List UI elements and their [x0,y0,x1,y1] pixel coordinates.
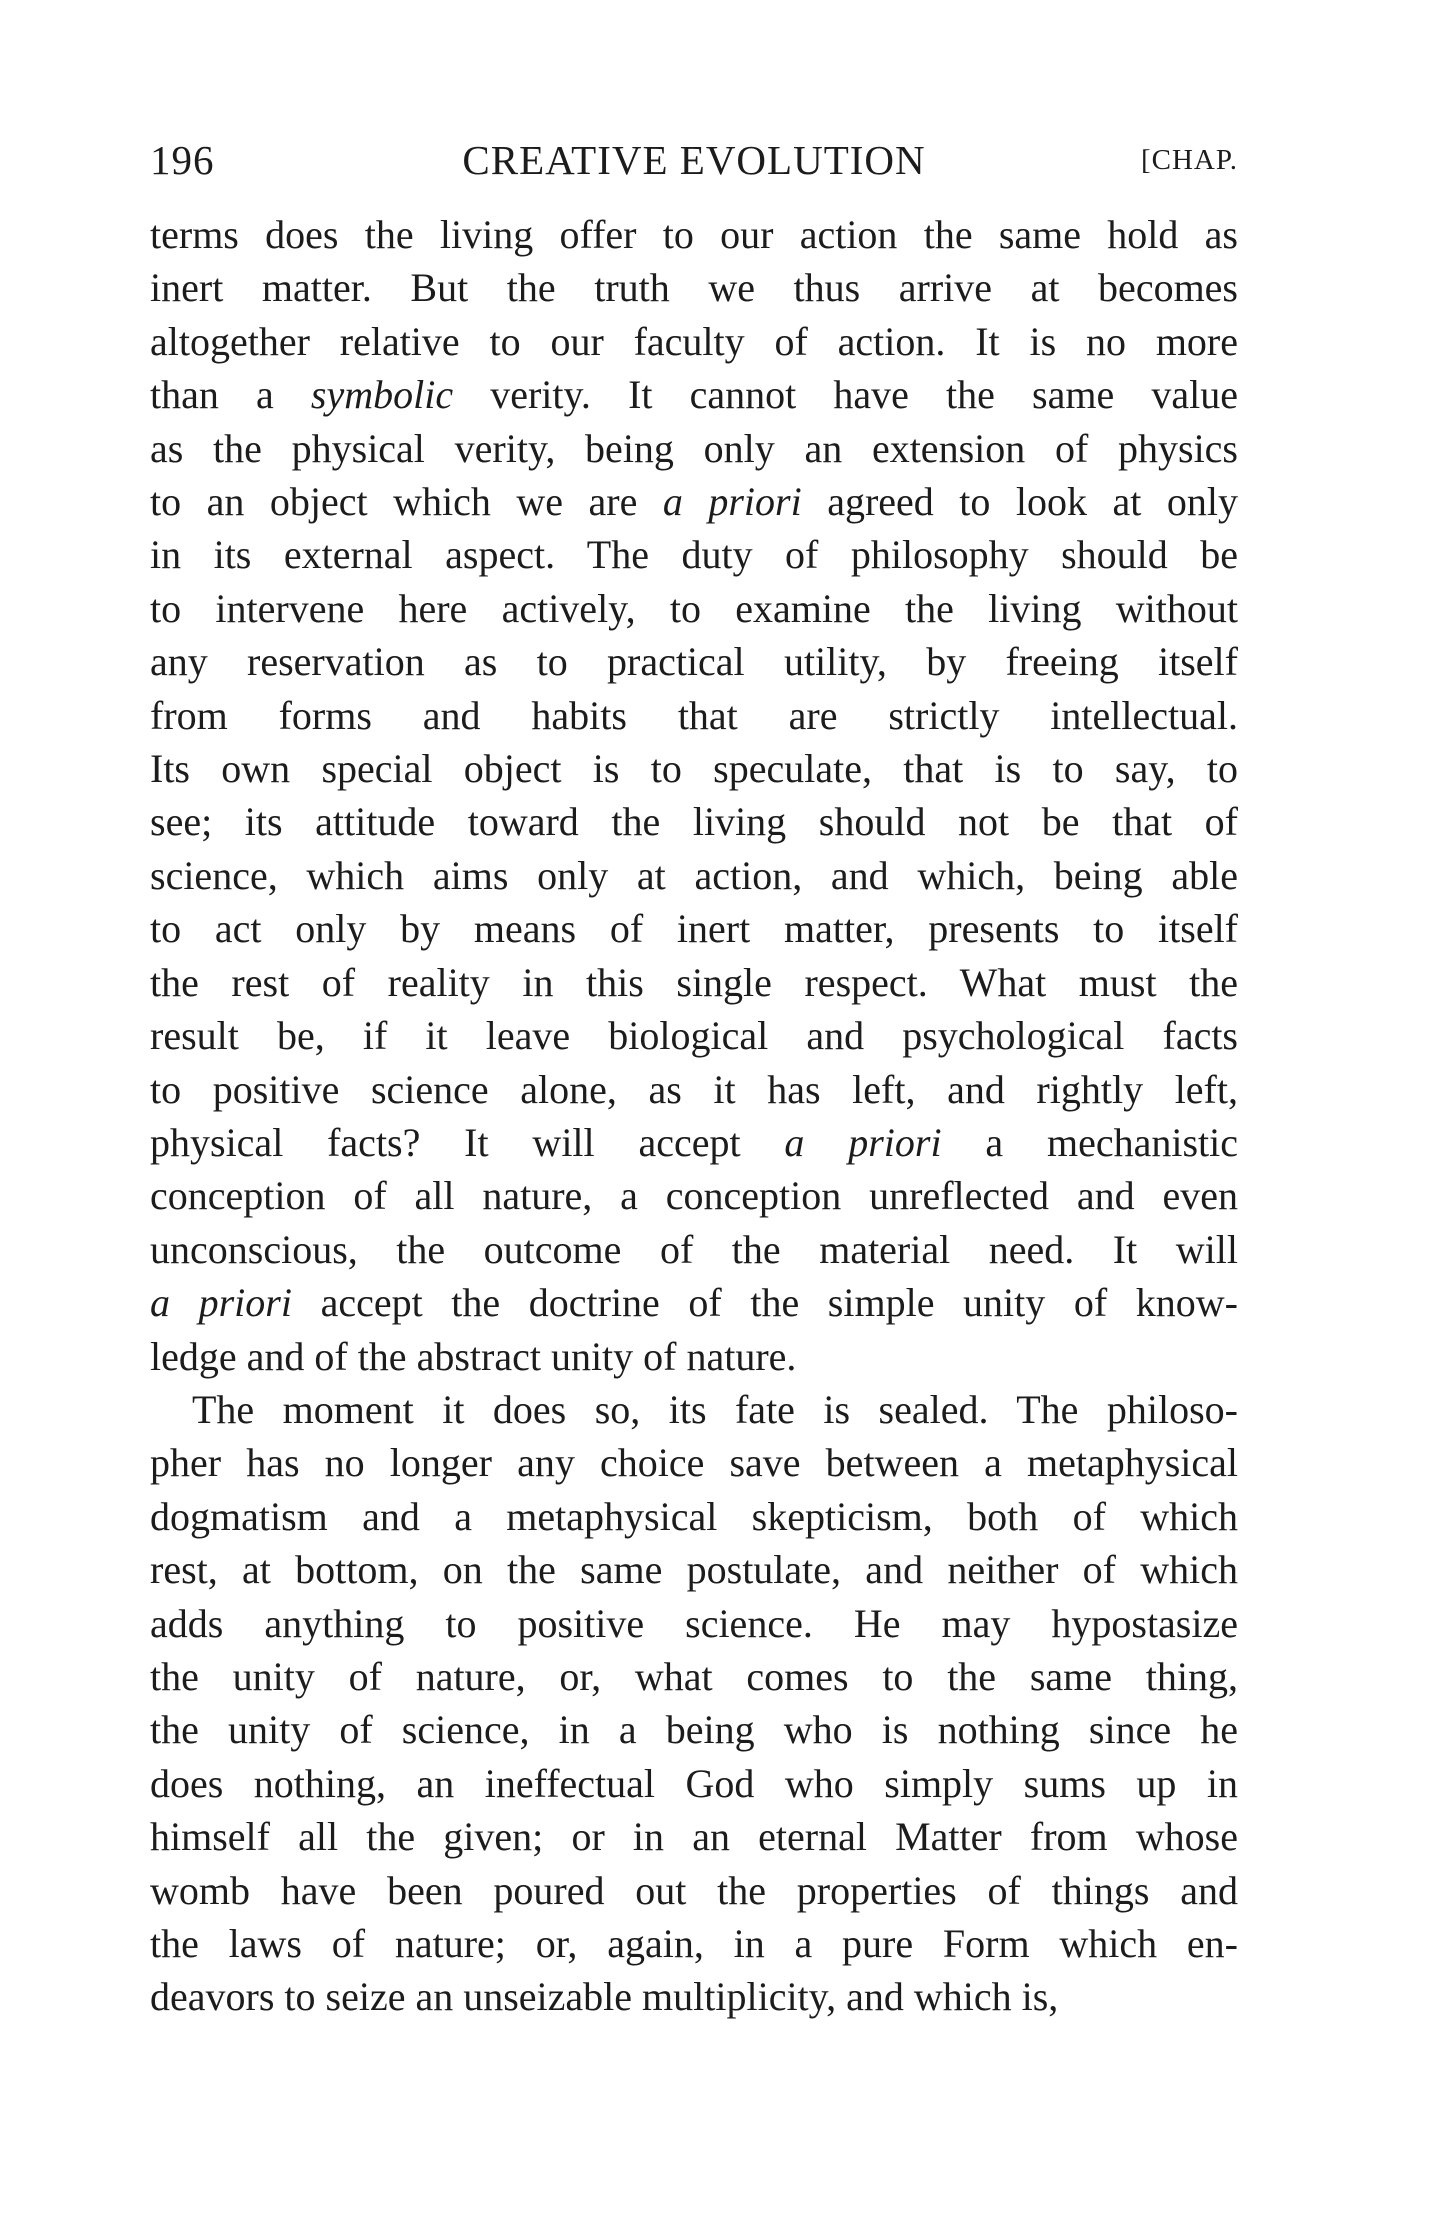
text-run: agreed to look at only [801,479,1239,525]
text-run: result be, if it leave biological and psychological facts [150,1013,1238,1059]
italic-text: a priori [784,1119,942,1165]
text-line [150,1009,1238,1062]
text-line [150,208,1238,261]
text-run: conception of all nature, a conception unreflected and even [150,1173,1238,1219]
text-line [150,635,1238,688]
text-run: as the physical verity, being only an extension of physics [150,425,1238,471]
text-run: the rest of reality in this single respect. What must the [150,959,1238,1005]
text-run: womb have been poured out the properties of things and [150,1867,1238,1913]
text-run: dogmatism and a metaphysical skepticism, both of which [150,1493,1238,1539]
text-line [150,368,1238,421]
text-run: unconscious, the outcome of the material need. It will [150,1226,1238,1272]
text-run: verity. It cannot have the same value [453,372,1238,418]
text-line [150,1970,1238,2023]
text-run: to intervene here actively, to examine the living without [150,585,1238,631]
text-run: from forms and habits that are strictly intellectual. [150,692,1238,738]
italic-text: a priori [662,479,802,525]
chapter-mark: [CHAP. [1140,144,1238,176]
text-line [150,1116,1238,1169]
text-run: ledge and of the abstract unity of nature. [150,1333,797,1379]
text-run: himself all the given; or in an eternal Matter from whose [150,1814,1238,1860]
text-line [150,1650,1238,1703]
text-run: a mechanistic [941,1119,1238,1165]
text-line [150,422,1238,475]
text-line [150,582,1238,635]
paragraph [150,208,1238,1383]
text-line [150,1757,1238,1810]
text-run: than a [150,372,311,418]
italic-text: a priori [150,1280,292,1326]
text-run: deavors to seize an unseizable multiplicity, and which is, [150,1974,1059,2020]
text-line [150,902,1238,955]
text-line [150,742,1238,795]
text-line [150,1063,1238,1116]
text-run: does nothing, an ineffectual God who simply sums up in [150,1760,1238,1806]
text-line [150,1543,1238,1596]
text-run: any reservation as to practical utility, by freeing itself [150,639,1238,685]
text-line [150,689,1238,742]
text-run: to an object which we are [150,479,663,525]
text-run: the unity of nature, or, what comes to the same thing, [150,1653,1238,1699]
text-line [150,1276,1238,1329]
text-line [150,1436,1238,1489]
text-line [150,315,1238,368]
body-text [150,208,1238,2024]
text-run: see; its attitude toward the living should not be that of [150,799,1238,845]
text-line [150,261,1238,314]
text-run: The moment it does so, its fate is sealed. The philoso- [192,1386,1238,1432]
text-run: the laws of nature; or, again, in a pure Form which en- [150,1921,1238,1966]
text-line [150,1810,1238,1863]
text-run: rest, at bottom, on the same postulate, and neither of which [150,1547,1238,1593]
text-run: altogether relative to our faculty of action. It is no more [150,318,1238,364]
text-line [150,1597,1238,1650]
book-page [150,128,1238,2024]
text-line [150,1917,1238,1970]
text-line [150,1490,1238,1543]
page-number: 196 [150,137,215,183]
text-run: to positive science alone, as it has left, and rightly left, [150,1066,1238,1112]
text-run: Its own special object is to speculate, that is to say, to [150,746,1238,792]
text-line [150,475,1238,528]
text-line [150,1383,1238,1436]
text-run: to act only by means of inert matter, presents to itself [150,906,1238,952]
text-line [150,528,1238,581]
text-run: accept the doctrine of the simple unity of know- [291,1280,1239,1326]
text-line [150,795,1238,848]
text-run: the unity of science, in a being who is nothing since he [150,1707,1238,1753]
text-run: in its external aspect. The duty of philosophy should be [150,532,1238,578]
running-head [150,128,1238,188]
text-line [150,956,1238,1009]
text-line [150,1864,1238,1917]
running-title: CREATIVE EVOLUTION [462,137,926,183]
text-run: inert matter. But the truth we thus arrive at becomes [150,265,1238,311]
text-run: terms does the living offer to our action the same hold as [150,212,1238,257]
text-run: adds anything to positive science. He may hypostasize [150,1600,1238,1646]
text-run: physical facts? It will accept [150,1119,785,1165]
italic-text: symbolic [310,372,454,418]
text-run: science, which aims only at action, and which, being able [150,852,1238,898]
text-line [150,1223,1238,1276]
text-line [150,1703,1238,1756]
text-line [150,849,1238,902]
text-line [150,1330,1238,1383]
paragraph [150,1383,1238,2024]
text-line [150,1169,1238,1222]
text-run: pher has no longer any choice save between a metaphysical [150,1440,1238,1486]
